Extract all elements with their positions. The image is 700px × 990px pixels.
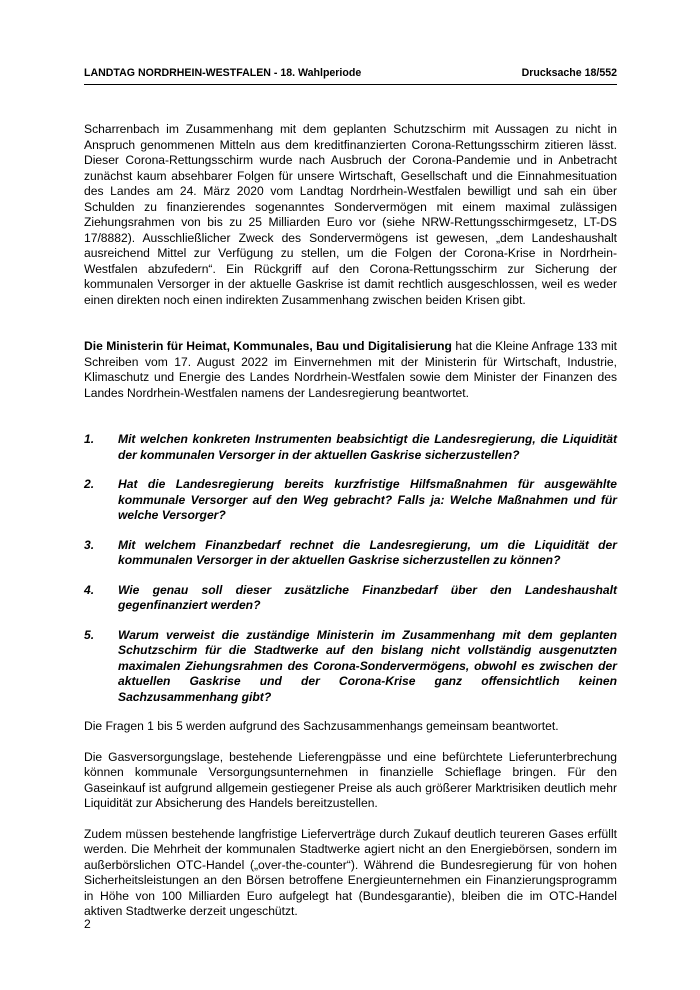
question-text: Mit welchem Finanzbedarf rechnet die Landesregierung, um die Liquidität der kommunalen Versorger in der aktuellen Gaskrise sicherzustellen zu können? <box>118 537 617 567</box>
answer-intro: Die Fragen 1 bis 5 werden aufgrund des Sachzusammenhangs gemeinsam beantwortet. <box>84 719 559 733</box>
question-number: 2. <box>84 477 95 491</box>
page-number: 2 <box>84 917 91 931</box>
ministry-name: Die Ministerin für Heimat, Kommunales, Bau und Digitalisierung <box>84 339 452 353</box>
ministry-paragraph <box>84 339 617 401</box>
question-number: 1. <box>84 432 95 446</box>
page-header <box>84 67 617 85</box>
question-text: Warum verweist die zuständige Ministerin im Zusammenhang mit dem geplanten Schutzschirm für die Stadtwerke auf den bislang nicht vollständig ausgenutzten maximalen Ziehungsrahmen des Corona-Sondervermögens, obwohl es zwischen der aktuellen Gaskrise und der Corona-Krise ganz offensichtlich keinen Sachzusammenhang gibt? <box>118 627 617 704</box>
ministry-text: hat die Kleine Anfrage 133 mit Schreiben vom 17. August 2022 im Einvernehmen mit der Ministerin für Wirtschaft, Industrie, Klimaschutz und Energie des Landes Nordrhein-Westfalen sowie dem Minister der Finanzen des Landes Nordrhein-Westfalen namens der Landesregierung beantwortet. <box>84 339 617 400</box>
document-body <box>84 122 617 920</box>
question-list <box>84 432 617 705</box>
question-text: Mit welchen konkreten Instrumenten beabsichtigt die Landesregierung, die Liquidität der kommunalen Versorger in der aktuellen Gaskrise sicherzustellen? <box>118 432 617 462</box>
question-item <box>84 538 617 569</box>
answer-paragraph: Die Gasversorgungslage, bestehende Lieferengpässe und eine befürchtete Lieferunterbrechung können kommunale Versorgungsunternehmen in finanzielle Schieflage bringen. Für den Gaseinkauf ist aufgrund allgemein gestiegener Preise als auch größerer Marktrisiken deutlich mehr Liquidität zur Absicherung des Handels bereitzustellen. <box>84 749 617 810</box>
header-right: Drucksache 18/552 <box>521 67 617 79</box>
header-left: LANDTAG NORDRHEIN-WESTFALEN - 18. Wahlperiode <box>84 67 362 79</box>
question-item <box>84 477 617 524</box>
question-text: Wie genau soll dieser zusätzliche Finanzbedarf über den Landeshaushalt gegenfinanziert werden? <box>118 582 617 612</box>
answer-paragraph: Zudem müssen bestehende langfristige Lieferverträge durch Zukauf deutlich teureren Gases erfüllt werden. Die Mehrheit der kommunalen Stadtwerke agiert nicht an den Energiebörsen, sondern im außerbörslichen OTC-Handel („over-the-counter“). Während die Bundesregierung für von hohen Sicherheitsleistungen an den Börsen betroffene Energieunternehmen ein Finanzierungsprogramm in Höhe von 100 Milliarden Euro aufgelegt hat (Bundesgarantie), bleiben die im OTC-Handel aktiven Stadtwerke derzeit ungeschützt. <box>84 826 617 918</box>
intro-paragraph: Scharrenbach im Zusammenhang mit dem geplanten Schutzschirm mit Aussagen zu nicht in Anspruch genommenen Mitteln aus dem kreditfinanzierten Corona-Rettungsschirm zitieren lässt. Dieser Corona-Rettungsschirm wurde nach Ausbruch der Corona-Pandemie und in Anbetracht zunächst kaum absehbarer Folgen für unsere Wirtschaft, Gesellschaft und die Einnahmesituation des Landes am 24. März 2020 vom Landtag Nordrhein-Westfalen bewilligt und sah ein über Schulden zu finanzierendes sogenanntes Sondervermögen mit einem maximal zulässigen Ziehungsrahmen von bis zu 25 Milliarden Euro vor (siehe NRW-Rettungsschirmgesetz, LT-DS 17/8882). Ausschließlicher Zweck des Sondervermögens ist gewesen, „dem Landeshaushalt ausreichend Mittel zur Verfügung zu stellen, um die Folgen der Corona-Krise in Nordrhein-Westfalen abzufedern“. Ein Rückgriff auf den Corona-Rettungsschirm zur Sicherung der kommunalen Versorger in der aktuelle Gaskrise ist damit rechtlich ausgeschlossen, weil es weder einen direkten noch einen indirekten Zusammenhang zwischen beiden Krisen gibt. <box>84 122 617 307</box>
question-number: 3. <box>84 537 95 552</box>
question-text: Hat die Landesregierung bereits kurzfristige Hilfsmaßnahmen für ausgewählte kommunale Versorger auf den Weg gebracht? Falls ja: Welche Maßnahmen und für welche Versorger? <box>118 477 617 522</box>
question-item <box>84 628 617 706</box>
question-number: 4. <box>84 582 95 597</box>
question-item <box>84 583 617 614</box>
question-number: 5. <box>84 627 95 642</box>
question-item <box>84 432 617 463</box>
